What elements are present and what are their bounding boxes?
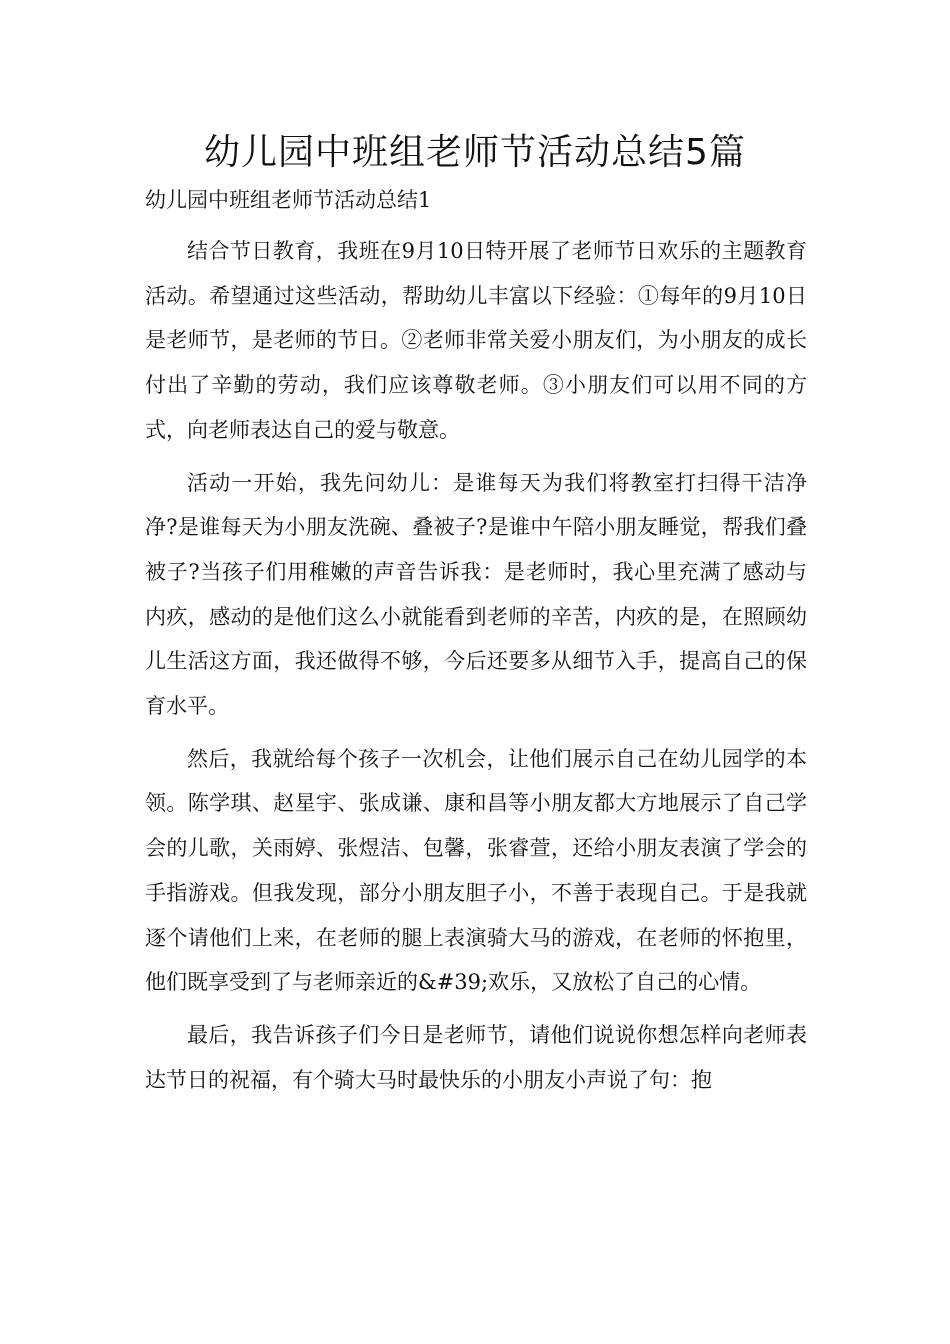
document-title: 幼儿园中班组老师节活动总结5篇 — [204, 132, 746, 173]
paragraph-1: 结合节日教育，我班在9月10日特开展了老师节日欢乐的主题教育活动。希望通过这些活动，帮助幼儿丰富以下经验：①每年的9月10日是老师节，是老师的节日。②老师非常关爱小朋友们，为小朋友的成长付出了辛勤的劳动，我们应该尊敬老师。③小朋友们可以用不同的方式，向老师表达自己的爱与敬意。 — [145, 239, 807, 442]
paragraph-2: 活动一开始，我先问幼儿：是谁每天为我们将教室打扫得干洁净净?是谁每天为小朋友洗碗、叠被子?是谁中午陪小朋友睡觉，帮我们叠被子?当孩子们用稚嫩的声音告诉我：是老师时，我心里充满了感动与内疚，感动的是他们这么小就能看到老师的辛苦，内疚的是，在照顾幼儿生活这方面，我还做得不够，今后还要多从细节入手，提高自己的保育水平。 — [145, 470, 807, 719]
paragraph-3: 然后，我就给每个孩子一次机会，让他们展示自己在幼儿园学的本领。陈学琪、赵星宇、张成谦、康和昌等小朋友都大方地展示了自己学会的儿歌，关雨婷、张煜洁、包馨，张睿萱，还给小朋友表演了学会的手指游戏。但我发现，部分小朋友胆子小，不善于表现自己。于是我就逐个请他们上来，在老师的腿上表演骑大马的游戏，在老师的怀抱里，他们既享受到了与老师亲近的&#39;欢乐，又放松了自己的心情。 — [145, 746, 807, 995]
section-heading: 幼儿园中班组老师节活动总结1 — [145, 188, 432, 212]
paragraph-4: 最后，我告诉孩子们今日是老师节，请他们说说你想怎样向老师表达节日的祝福，有个骑大马时最快乐的小朋友小声说了句：抱 — [145, 1022, 807, 1092]
document-body — [145, 229, 807, 1102]
